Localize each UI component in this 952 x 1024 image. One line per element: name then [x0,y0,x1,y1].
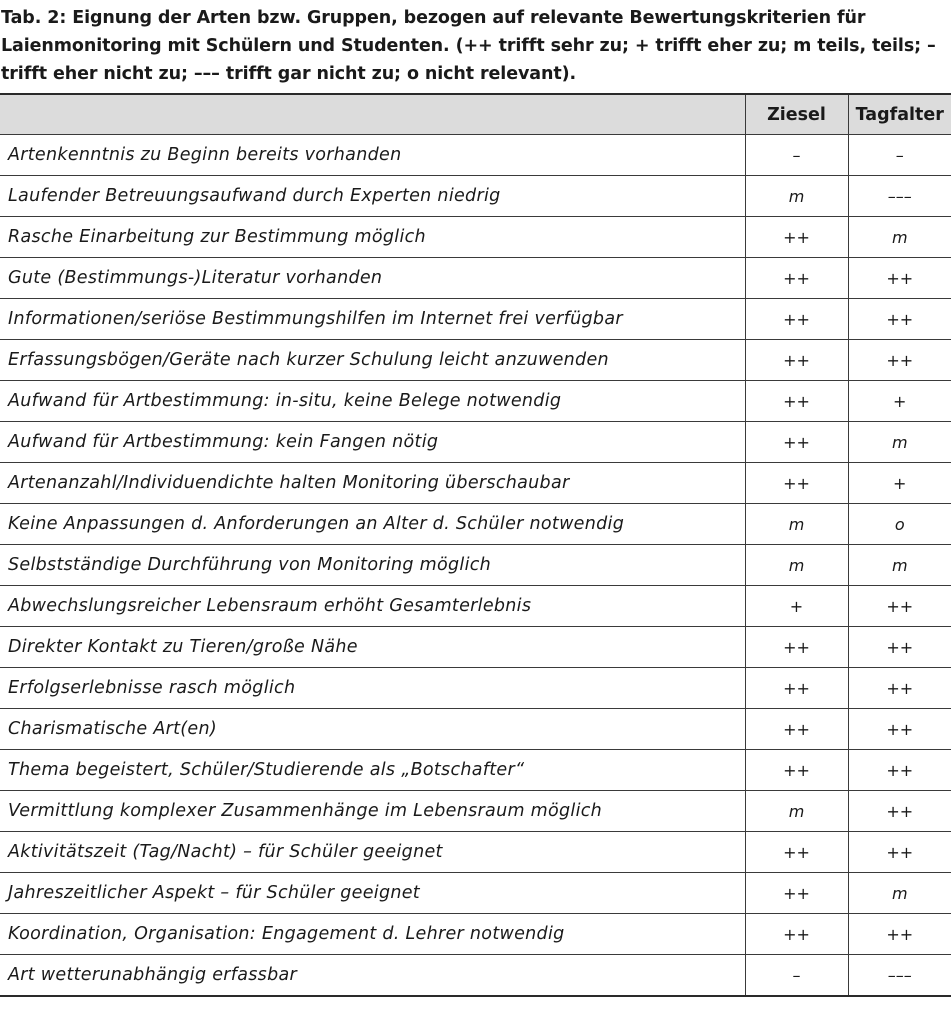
ziesel-cell: m [745,791,848,832]
criterion-cell: Aufwand für Artbestimmung: kein Fangen nötig [0,422,745,463]
ziesel-cell: ++ [745,750,848,791]
criterion-cell: Keine Anpassungen d. Anforderungen an Alter d. Schüler notwendig [0,504,745,545]
ziesel-cell: – [745,135,848,176]
tagfalter-cell: ++ [848,668,951,709]
table-row [0,955,951,997]
tagfalter-cell: ++ [848,340,951,381]
header-criterion [0,94,745,135]
tagfalter-cell: + [848,381,951,422]
ziesel-cell: ++ [745,463,848,504]
table-row [0,299,951,340]
criterion-cell: Jahreszeitlicher Aspekt – für Schüler geeignet [0,873,745,914]
table-row [0,135,951,176]
criterion-cell: Koordination, Organisation: Engagement d. Lehrer notwendig [0,914,745,955]
criterion-cell: Art wetterunabhängig erfassbar [0,955,745,997]
criterion-cell: Aktivitätszeit (Tag/Nacht) – für Schüler geeignet [0,832,745,873]
table-row [0,217,951,258]
criteria-table [0,93,951,997]
tagfalter-cell: ++ [848,791,951,832]
tagfalter-cell: ++ [848,258,951,299]
tagfalter-cell: ++ [848,299,951,340]
ziesel-cell: ++ [745,709,848,750]
table-row [0,381,951,422]
tagfalter-cell: ++ [848,914,951,955]
criterion-cell: Vermittlung komplexer Zusammenhänge im Lebensraum möglich [0,791,745,832]
criterion-cell: Selbstständige Durchführung von Monitoring möglich [0,545,745,586]
tagfalter-cell: ++ [848,586,951,627]
table-row [0,422,951,463]
criterion-cell: Rasche Einarbeitung zur Bestimmung möglich [0,217,745,258]
criterion-cell: Gute (Bestimmungs-)Literatur vorhanden [0,258,745,299]
criterion-cell: Erfassungsbögen/Geräte nach kurzer Schulung leicht anzuwenden [0,340,745,381]
ziesel-cell: ++ [745,299,848,340]
table-row [0,668,951,709]
table-row [0,791,951,832]
ziesel-cell: + [745,586,848,627]
tagfalter-cell: + [848,463,951,504]
ziesel-cell: m [745,545,848,586]
ziesel-cell: ++ [745,832,848,873]
table-row [0,463,951,504]
ziesel-cell: ++ [745,217,848,258]
table-row [0,832,951,873]
tagfalter-cell: ++ [848,627,951,668]
criterion-cell: Informationen/seriöse Bestimmungshilfen im Internet frei verfügbar [0,299,745,340]
table-row [0,176,951,217]
ziesel-cell: ++ [745,627,848,668]
ziesel-cell: ++ [745,340,848,381]
criterion-cell: Abwechslungsreicher Lebensraum erhöht Gesamterlebnis [0,586,745,627]
table-header-row [0,94,951,135]
tagfalter-cell: ++ [848,832,951,873]
header-tagfalter: Tagfalter [848,94,951,135]
tagfalter-cell: o [848,504,951,545]
ziesel-cell: ++ [745,873,848,914]
tagfalter-cell: ++ [848,709,951,750]
tagfalter-cell: m [848,217,951,258]
table-caption: Tab. 2: Eignung der Arten bzw. Gruppen, bezogen auf relevante Bewertungskriterien für Laienmonitoring mit Schülern und Studenten. (++ trifft sehr zu; + trifft eher zu; m teils, teils; – trifft eher nicht zu; ––– trifft gar nicht zu; o nicht relevant). [1,8,936,84]
tagfalter-cell: ++ [848,750,951,791]
criterion-cell: Laufender Betreuungsaufwand durch Experten niedrig [0,176,745,217]
table-row [0,750,951,791]
criterion-cell: Erfolgserlebnisse rasch möglich [0,668,745,709]
table-row [0,627,951,668]
table-row [0,504,951,545]
table-row [0,545,951,586]
tagfalter-cell: m [848,545,951,586]
table-row [0,709,951,750]
table-row [0,258,951,299]
table-row [0,873,951,914]
tagfalter-cell: – [848,135,951,176]
tagfalter-cell: ––– [848,955,951,997]
tagfalter-cell: m [848,422,951,463]
ziesel-cell: m [745,504,848,545]
criterion-cell: Artenkenntnis zu Beginn bereits vorhanden [0,135,745,176]
ziesel-cell: m [745,176,848,217]
criterion-cell: Direkter Kontakt zu Tieren/große Nähe [0,627,745,668]
criterion-cell: Aufwand für Artbestimmung: in-situ, keine Belege notwendig [0,381,745,422]
tagfalter-cell: m [848,873,951,914]
table-row [0,914,951,955]
criterion-cell: Charismatische Art(en) [0,709,745,750]
ziesel-cell: ++ [745,668,848,709]
header-ziesel: Ziesel [745,94,848,135]
table-row [0,340,951,381]
criterion-cell: Artenanzahl/Individuendichte halten Monitoring überschaubar [0,463,745,504]
ziesel-cell: ++ [745,258,848,299]
ziesel-cell: – [745,955,848,997]
ziesel-cell: ++ [745,381,848,422]
ziesel-cell: ++ [745,914,848,955]
tagfalter-cell: ––– [848,176,951,217]
table-row [0,586,951,627]
ziesel-cell: ++ [745,422,848,463]
criterion-cell: Thema begeistert, Schüler/Studierende als „Botschafter“ [0,750,745,791]
